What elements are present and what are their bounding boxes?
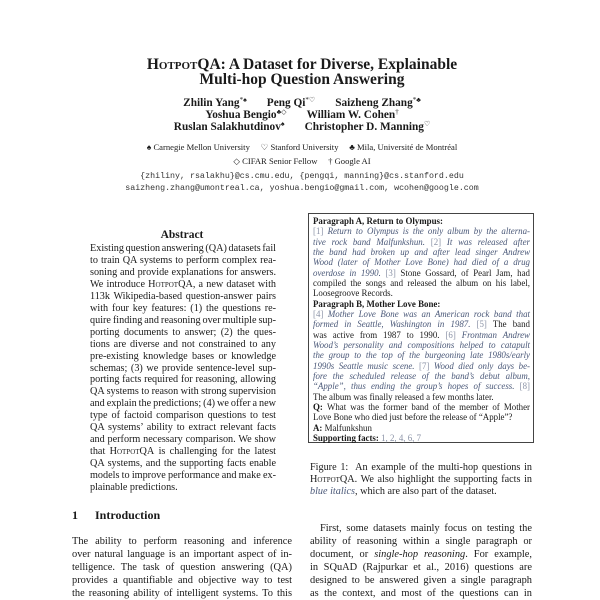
supporting-fact-text: “Apple”, thus ending the group’s hopes of success.: [313, 381, 515, 392]
text-line: [313, 423, 530, 433]
title-hotpotqa: HotpotQA: [146, 56, 221, 73]
bold-label: Supporting facts:: [313, 432, 382, 443]
section-number: 1: [72, 508, 78, 522]
author-row: [0, 97, 600, 109]
text-span: Malfunkshun: [324, 422, 372, 433]
text-span: in SQuAD (Rajpurkar et al., 2016) questions are: [310, 561, 532, 573]
supporting-fact-text: Wood’s personality and compositions helped to catapult: [313, 339, 530, 350]
text-line: [90, 422, 276, 434]
text-span: as the context, and most of the questions can in: [310, 587, 532, 599]
text-line: [310, 486, 532, 498]
text-span: models to improve performance and make ex-: [90, 470, 276, 482]
text-span: single-hop reasoning: [374, 548, 466, 560]
sentence-index: [5]: [470, 319, 493, 330]
author-affiliation-mark: †: [395, 108, 399, 116]
text-line: [90, 482, 276, 494]
sentence-index: [7]: [414, 360, 434, 371]
sentence-index: [8]: [514, 381, 530, 392]
affiliation-line: ♠ Carnegie Mellon University ♡ Stanford University ♣ Mila, Université de Montréal: [146, 142, 458, 152]
text-line: [90, 327, 276, 339]
text-span: tions are diverse and not constrained to any: [90, 338, 276, 350]
text-line: [72, 535, 292, 548]
right-column-text: [310, 522, 532, 600]
text-line: [90, 458, 276, 470]
text-span: document, or: [310, 548, 375, 560]
text-span: plainable predictions.: [90, 482, 178, 494]
text-span: that: [90, 446, 110, 458]
text-line: [90, 351, 276, 363]
sentence-index: [2]: [424, 236, 447, 247]
section-heading-introduction: [72, 509, 160, 522]
text-line: [310, 548, 532, 561]
text-line: [90, 279, 276, 291]
text-line: [313, 433, 530, 443]
text-line: [313, 350, 530, 360]
text-span: The ability to perform reasoning and inference: [72, 535, 292, 547]
supporting-fact-text: the group to the top of the burgeoning late 1980s/early: [313, 350, 530, 361]
text-span: What was the former band of the member of Mother: [326, 401, 530, 412]
text-line: [90, 267, 276, 279]
text-span: , a new dataset with: [192, 278, 277, 290]
author-name: Saizheng Zhang: [335, 97, 413, 109]
text-span: ability of reasoning within a single paragraph or: [310, 535, 532, 547]
text-line: [310, 587, 532, 600]
text-span: We introduce: [90, 278, 149, 290]
paper-title: [0, 57, 600, 87]
supporting-fact-text: overdose in 1990.: [313, 267, 381, 278]
supporting-fact-text: Mother Love Bone was an American rock band that: [327, 308, 530, 319]
sentence-index: [6]: [439, 329, 462, 340]
text-span: blue italics: [310, 486, 355, 497]
text-line: [313, 340, 530, 350]
author-affiliation-mark: ♡: [423, 120, 431, 128]
text-span: , which are also part of the dataset.: [355, 486, 497, 497]
sentence-index: [4]: [313, 308, 328, 319]
title-line1: : A Dataset for Diverse, Explainable: [220, 56, 458, 73]
text-line: [72, 574, 292, 587]
author-affiliation-mark: ♣◇: [276, 108, 287, 116]
sentence-index: [3]: [380, 267, 401, 278]
bold-label: A:: [313, 422, 325, 433]
text-line: [310, 561, 532, 574]
text-span: soning and provide explanations for answers.: [90, 266, 276, 278]
text-span: The album was finally released a few months later.: [313, 391, 494, 402]
author-name: Peng Qi: [266, 97, 306, 109]
text-line: [310, 474, 532, 486]
supporting-fact-text: It was released after: [446, 236, 530, 247]
bold-label: Q:: [313, 401, 327, 412]
supporting-fact-text: fore the scheduled release of the band’s debut album,: [313, 370, 530, 381]
text-span: . For example,: [465, 548, 532, 560]
text-line: [72, 561, 292, 574]
affiliation-line: ◇ CIFAR Senior Fellow † Google AI: [233, 156, 371, 166]
abstract-heading: Abstract: [160, 229, 204, 241]
abstract-text: [90, 243, 276, 494]
author-list: [0, 97, 600, 133]
text-span: is challenging for the latest: [154, 446, 276, 458]
text-span: quire finding and reasoning over multiple sup-: [90, 314, 276, 326]
text-line: [313, 226, 530, 236]
text-line: [90, 398, 276, 410]
author-name: Yoshua Bengio: [205, 109, 277, 121]
bold-label: Paragraph B, Mother Love Bone:: [313, 298, 441, 309]
figure-1-caption: [310, 462, 532, 498]
text-line: [72, 548, 292, 561]
text-span: compiled the songs and released the album on his label,: [313, 277, 530, 288]
supporting-fact-text: Return to Olympus is the only album by the alterna-: [327, 226, 531, 237]
text-span: and perform necessary comparison. We show: [90, 434, 276, 446]
author-name: Christopher D. Manning: [304, 121, 424, 133]
author-affiliation-mark: *♠: [239, 96, 247, 104]
text-line: [310, 522, 532, 535]
text-span: Loosegroove Records.: [313, 288, 393, 299]
supporting-fact-text: the band had broken up and after lead singer Andrew: [313, 246, 530, 257]
text-line: [313, 268, 530, 278]
text-line: [72, 587, 292, 600]
text-line: [90, 315, 276, 327]
text-line: [313, 402, 530, 412]
text-line: [313, 392, 530, 402]
text-span: over natural language is an important aspect of in-: [72, 548, 292, 560]
author-affiliation-mark: *♡: [305, 96, 316, 104]
text-span: Stone Gossard, of Pearl Jam, had: [400, 267, 530, 278]
author-affiliation-mark: ♠: [280, 120, 285, 128]
text-line: [313, 247, 530, 257]
bold-label: Paragraph A, Return to Olympus:: [313, 216, 443, 226]
text-span: QA systems’ ability to extract relevant facts: [90, 422, 276, 434]
text-line: [90, 363, 276, 375]
text-span: schemas; (3) we provide sentence-level sup-: [90, 362, 276, 374]
dataset-name: HotpotQA: [109, 446, 155, 458]
sentence-index: [1]: [313, 226, 328, 237]
text-span: the reasoning ability of intelligent systems. To this: [72, 587, 292, 599]
text-line: [310, 535, 532, 548]
author-emails: [0, 171, 600, 195]
text-span: was active from 1987 to 1990.: [313, 329, 440, 340]
text-span: designed to be answered given a single paragraph: [310, 574, 532, 586]
text-line: [90, 386, 276, 398]
author-row: [0, 109, 600, 121]
section-title: Introduction: [95, 508, 161, 522]
text-line: [313, 381, 530, 391]
text-line: [90, 303, 276, 315]
text-line: [313, 299, 530, 309]
author-name: Zhilin Yang: [183, 97, 240, 109]
text-span: to train QA systems to perform complex rea-: [90, 254, 276, 266]
text-span: The band: [492, 319, 530, 330]
text-line: [313, 309, 530, 319]
text-span: Existing question answering (QA) datasets fail: [90, 243, 276, 254]
author-name: Ruslan Salakhutdinov: [173, 121, 281, 133]
text-span: 113k Wikipedia-based question-answer pairs: [90, 290, 276, 302]
text-line: [90, 410, 276, 422]
text-line: [313, 257, 530, 267]
text-span: QA systems, and the supporting facts enable: [90, 458, 276, 470]
supporting-fact-text: Wood died only days be-: [433, 360, 530, 371]
text-line: [90, 243, 276, 255]
text-span: Figure 1: An example of the multi-hop questions in: [310, 462, 532, 473]
text-line: [90, 446, 276, 458]
dataset-name: HotpotQA: [310, 474, 355, 485]
title-line2: Multi-hop Question Answering: [199, 71, 405, 88]
text-line: [313, 216, 530, 226]
text-span: telligence. The task of question answering (QA): [72, 561, 292, 573]
supporting-fact-text: tive rock band Malfunkshun.: [313, 236, 425, 247]
author-affiliation-mark: *♣: [412, 96, 421, 104]
figure-1-content: [313, 216, 530, 443]
text-span: type of factoid comparison questions to test: [90, 410, 276, 422]
supporting-fact-text: formed in Seattle, Washington in 1987.: [313, 319, 471, 330]
text-line: [90, 374, 276, 386]
text-span: with four key features: (1) the questions re-: [90, 302, 276, 314]
email-line: saizheng.zhang@umontreal.ca, yoshua.bengio@gmail.com, wcohen@google.com: [125, 184, 479, 193]
text-line: [313, 319, 530, 329]
text-line: [90, 470, 276, 482]
text-line: [313, 237, 530, 247]
text-line: [310, 462, 532, 474]
text-span: and explain the predictions; (4) we offer a new: [90, 398, 276, 410]
affiliations: [0, 140, 600, 168]
text-line: [90, 291, 276, 303]
email-line: {zhiliny, rsalakhu}@cs.cmu.edu, {pengqi, manning}@cs.stanford.edu: [140, 172, 464, 181]
text-line: [90, 434, 276, 446]
text-line: [313, 330, 530, 340]
dataset-name: HotpotQA: [148, 278, 193, 290]
text-span: pre-existing knowledge bases or knowledge: [90, 350, 276, 362]
text-line: [90, 339, 276, 351]
text-span: porting facts required for reasoning, allowing: [90, 374, 276, 386]
text-line: [313, 278, 530, 288]
text-span: . We also highlight the supporting facts in: [354, 474, 532, 485]
author-name: William W. Cohen: [306, 109, 396, 121]
text-span: porting documents to answer; (2) the ques-: [90, 326, 276, 338]
text-span: First, some datasets mainly focus on testing the: [320, 522, 532, 534]
text-line: [90, 255, 276, 267]
text-span: QA systems to reason with strong supervision: [90, 386, 276, 398]
text-line: [313, 371, 530, 381]
text-line: [310, 574, 532, 587]
supporting-fact-text: Frontman Andrew: [461, 329, 530, 340]
text-line: [313, 361, 530, 371]
text-span: Love Bone who died just before the release of “Apple”?: [313, 412, 513, 423]
introduction-text: [72, 535, 292, 600]
text-span: provides a quantifiable and objective way to test: [72, 574, 292, 586]
supporting-fact-text: Wood (later of Mother Love Bone) had died of a drug: [313, 257, 530, 268]
text-line: [313, 412, 530, 422]
text-line: [313, 288, 530, 298]
author-row: [0, 121, 600, 133]
supporting-fact-text: 1990s Seattle music scene.: [313, 360, 415, 371]
sentence-index: 1, 2, 4, 6, 7: [381, 432, 421, 443]
